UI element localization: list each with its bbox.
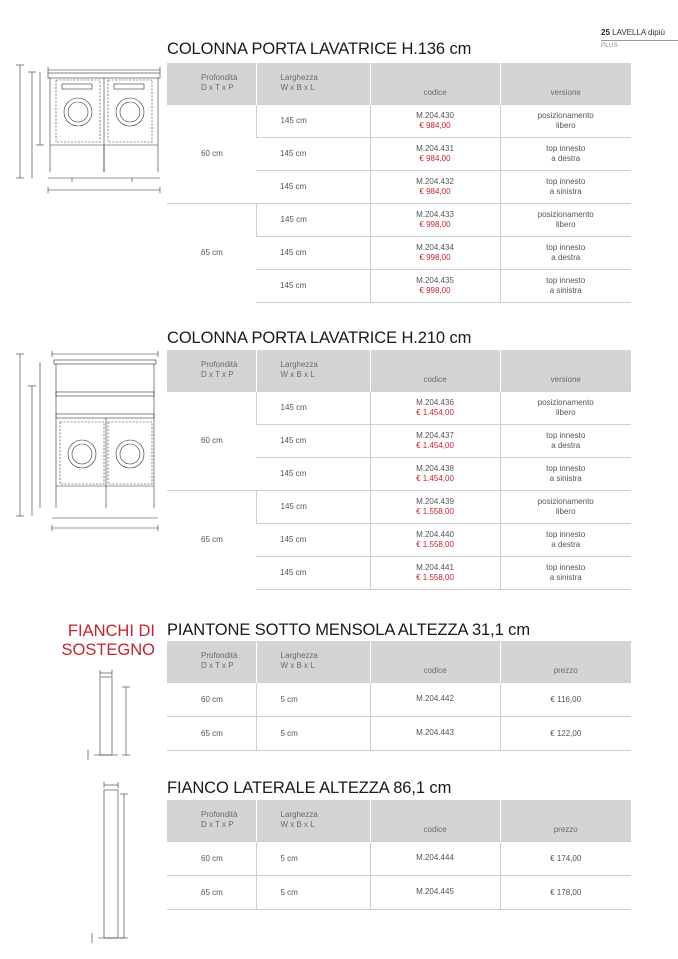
depth-cell: 60 cm	[167, 682, 256, 716]
product-price: € 998,00	[419, 219, 451, 229]
code-cell	[370, 391, 500, 424]
table-header-row	[167, 63, 631, 104]
side-panel-86-drawing	[86, 780, 156, 945]
depth-cell: 65 cm	[167, 203, 256, 302]
width-cell: 5 cm	[256, 682, 370, 716]
table-row	[167, 104, 631, 137]
spec-table-4	[167, 800, 631, 910]
column-header: versione	[500, 63, 631, 104]
code-cell	[370, 236, 500, 269]
table-row	[167, 391, 631, 424]
width-cell: 145 cm	[256, 236, 370, 269]
version-cell: posizionamento libero	[500, 203, 631, 236]
width-cell: 5 cm	[256, 716, 370, 750]
column-header: versione	[500, 350, 631, 391]
version-cell: top innesto a sinistra	[500, 556, 631, 589]
code-cell	[370, 556, 500, 589]
version-cell: posizionamento libero	[500, 490, 631, 523]
product-price: € 1.558,00	[416, 506, 454, 516]
depth-cell: 60 cm	[167, 841, 256, 875]
width-cell: 145 cm	[256, 490, 370, 523]
section-title-4: FIANCO LATERALE ALTEZZA 86,1 cm	[167, 779, 452, 797]
version-cell: top innesto a sinistra	[500, 457, 631, 490]
width-cell: 145 cm	[256, 203, 370, 236]
version-cell: posizionamento libero	[500, 391, 631, 424]
code-cell	[370, 203, 500, 236]
width-cell: 145 cm	[256, 523, 370, 556]
code-cell	[370, 104, 500, 137]
product-price: € 998,00	[419, 252, 451, 262]
width-cell: 145 cm	[256, 391, 370, 424]
table-row	[167, 841, 631, 875]
product-price: € 984,00	[419, 186, 451, 196]
column-header: Larghezza W x B x L	[256, 63, 370, 104]
product-code: M.204.441	[416, 562, 454, 572]
width-cell: 145 cm	[256, 170, 370, 203]
side-title-fianchi: FIANCHI DI SOSTEGNO	[61, 622, 155, 659]
width-cell: 5 cm	[256, 875, 370, 909]
section-title-2: COLONNA PORTA LAVATRICE H.210 cm	[167, 329, 472, 347]
price-cell: € 116,00	[500, 682, 631, 716]
washer-column-136-drawing	[12, 60, 164, 200]
column-header: Profondità D x T x P	[167, 641, 256, 682]
depth-cell: 65 cm	[167, 490, 256, 589]
header-divider	[601, 40, 678, 41]
code-cell: M.204.443	[370, 716, 500, 750]
price-cell: € 174,00	[500, 841, 631, 875]
price-cell: € 178,00	[500, 875, 631, 909]
column-header: Larghezza W x B x L	[256, 800, 370, 841]
width-cell: 145 cm	[256, 457, 370, 490]
version-cell: top innesto a destra	[500, 523, 631, 556]
page-header	[601, 28, 678, 49]
code-cell	[370, 170, 500, 203]
table-row	[167, 203, 631, 236]
product-code: M.204.438	[416, 463, 454, 473]
column-header: codice	[370, 800, 500, 841]
table-row	[167, 875, 631, 909]
column-header: Profondità D x T x P	[167, 800, 256, 841]
code-cell: M.204.442	[370, 682, 500, 716]
section-title-3: PIANTONE SOTTO MENSOLA ALTEZZA 31,1 cm	[167, 621, 530, 639]
version-cell: top innesto a destra	[500, 137, 631, 170]
column-header: codice	[370, 641, 500, 682]
width-cell: 145 cm	[256, 424, 370, 457]
page-number: 25	[601, 28, 610, 37]
product-code: M.204.433	[416, 209, 454, 219]
table-header-row	[167, 641, 631, 682]
product-code: M.204.436	[416, 397, 454, 407]
spec-table-1	[167, 63, 631, 303]
code-cell	[370, 457, 500, 490]
column-header: prezzo	[500, 641, 631, 682]
section-title-1: COLONNA PORTA LAVATRICE H.136 cm	[167, 40, 472, 58]
table-header-row	[167, 350, 631, 391]
table-row	[167, 490, 631, 523]
width-cell: 145 cm	[256, 104, 370, 137]
product-price: € 998,00	[419, 285, 451, 295]
washer-column-210-drawing	[12, 348, 164, 538]
product-code: M.204.432	[416, 176, 454, 186]
product-code: M.204.439	[416, 496, 454, 506]
product-price: € 1.558,00	[416, 572, 454, 582]
code-cell: M.204.445	[370, 875, 500, 909]
width-cell: 145 cm	[256, 269, 370, 302]
spec-table-3	[167, 641, 631, 751]
product-price: € 984,00	[419, 120, 451, 130]
code-cell	[370, 269, 500, 302]
product-price: € 1.558,00	[416, 539, 454, 549]
column-header: Larghezza W x B x L	[256, 350, 370, 391]
price-cell: € 122,00	[500, 716, 631, 750]
column-header: prezzo	[500, 800, 631, 841]
depth-cell: 65 cm	[167, 875, 256, 909]
brand-sub: PLUS	[601, 43, 618, 49]
width-cell: 145 cm	[256, 137, 370, 170]
product-code: M.204.431	[416, 143, 454, 153]
table-row	[167, 716, 631, 750]
column-header: Profondità D x T x P	[167, 63, 256, 104]
product-price: € 1.454,00	[416, 407, 454, 417]
column-header: codice	[370, 350, 500, 391]
product-code: M.204.434	[416, 242, 454, 252]
post-31-drawing	[80, 665, 150, 765]
version-cell: top innesto a sinistra	[500, 170, 631, 203]
depth-cell: 60 cm	[167, 391, 256, 490]
version-cell: top innesto a destra	[500, 424, 631, 457]
code-cell	[370, 137, 500, 170]
product-code: M.204.430	[416, 110, 454, 120]
brand-name: LAVELLA dipiù	[612, 28, 665, 37]
depth-cell: 65 cm	[167, 716, 256, 750]
column-header: codice	[370, 63, 500, 104]
product-code: M.204.435	[416, 275, 454, 285]
product-code: M.204.440	[416, 529, 454, 539]
code-cell	[370, 523, 500, 556]
table-row	[167, 682, 631, 716]
code-cell	[370, 490, 500, 523]
width-cell: 5 cm	[256, 841, 370, 875]
header-line	[601, 28, 678, 37]
version-cell: top innesto a destra	[500, 236, 631, 269]
spec-table-2	[167, 350, 631, 590]
depth-cell: 60 cm	[167, 104, 256, 203]
product-code: M.204.437	[416, 430, 454, 440]
width-cell: 145 cm	[256, 556, 370, 589]
product-price: € 1.454,00	[416, 473, 454, 483]
code-cell: M.204.444	[370, 841, 500, 875]
product-price: € 984,00	[419, 153, 451, 163]
code-cell	[370, 424, 500, 457]
table-header-row	[167, 800, 631, 841]
version-cell: posizionamento libero	[500, 104, 631, 137]
column-header: Larghezza W x B x L	[256, 641, 370, 682]
column-header: Profondità D x T x P	[167, 350, 256, 391]
version-cell: top innesto a sinistra	[500, 269, 631, 302]
product-price: € 1.454,00	[416, 440, 454, 450]
